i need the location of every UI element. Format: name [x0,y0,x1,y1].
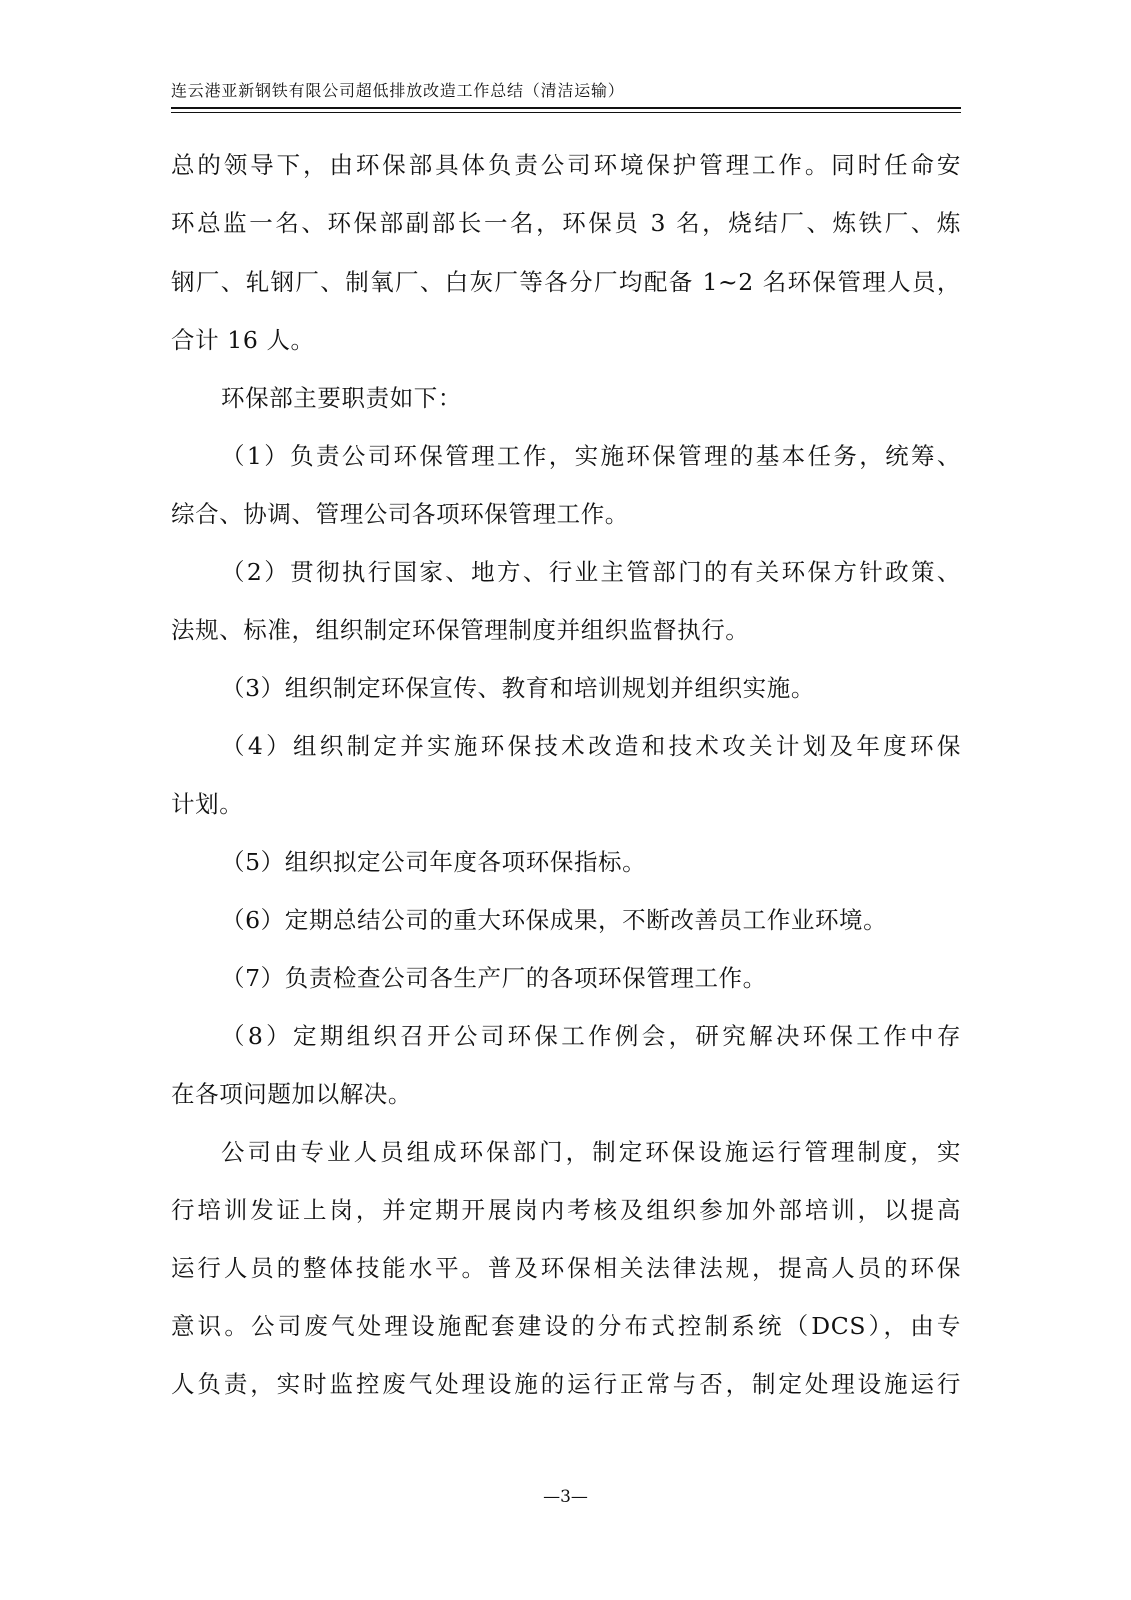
header-divider-thin [171,112,961,113]
text-line: （5）组织拟定公司年度各项环保指标。 [221,848,647,876]
text-line: 合计 16 人。 [171,326,315,354]
text-line: 意识。公司废气处理设施配套建设的分布式控制系统（DCS），由专 [171,1312,961,1340]
text-line: （4）组织制定并实施环保技术改造和技术攻关计划及年度环保 [221,732,961,760]
page-number: —3— [543,1487,588,1507]
text-line: 综合、协调、管理公司各项环保管理工作。 [171,500,629,528]
text-line: 行培训发证上岗，并定期开展岗内考核及组织参加外部培训，以提高 [171,1196,961,1224]
text-line: 总的领导下，由环保部具体负责公司环境保护管理工作。同时任命安 [171,151,961,179]
text-line: 运行人员的整体技能水平。普及环保相关法律法规，提高人员的环保 [171,1254,961,1282]
text-line: 环保部主要职责如下： [221,384,462,412]
text-line: 人负责，实时监控废气处理设施的运行正常与否，制定处理设施运行 [171,1370,961,1398]
text-line: （6）定期总结公司的重大环保成果，不断改善员工作业环境。 [221,906,888,934]
text-line: （2）贯彻执行国家、地方、行业主管部门的有关环保方针政策、 [221,558,961,586]
text-line: 法规、标准，组织制定环保管理制度并组织监督执行。 [171,616,750,644]
text-line: 公司由专业人员组成环保部门，制定环保设施运行管理制度，实 [221,1138,961,1166]
text-line: （7）负责检查公司各生产厂的各项环保管理工作。 [221,964,767,992]
page-header-title: 连云港亚新钢铁有限公司超低排放改造工作总结（清洁运输） [171,81,625,100]
text-line: 计划。 [171,790,244,818]
text-line: 钢厂、轧钢厂、制氧厂、白灰厂等各分厂均配备 1~2 名环保管理人员， [171,268,961,296]
text-line: （1）负责公司环保管理工作，实施环保管理的基本任务，统筹、 [221,442,961,470]
text-line: （3）组织制定环保宣传、教育和培训规划并组织实施。 [221,674,815,702]
header-divider-thick [171,107,961,109]
text-line: 在各项问题加以解决。 [171,1080,412,1108]
text-line: 环总监一名、环保部副部长一名，环保员 3 名，烧结厂、炼铁厂、炼 [171,209,961,237]
text-line: （8）定期组织召开公司环保工作例会，研究解决环保工作中存 [221,1022,961,1050]
